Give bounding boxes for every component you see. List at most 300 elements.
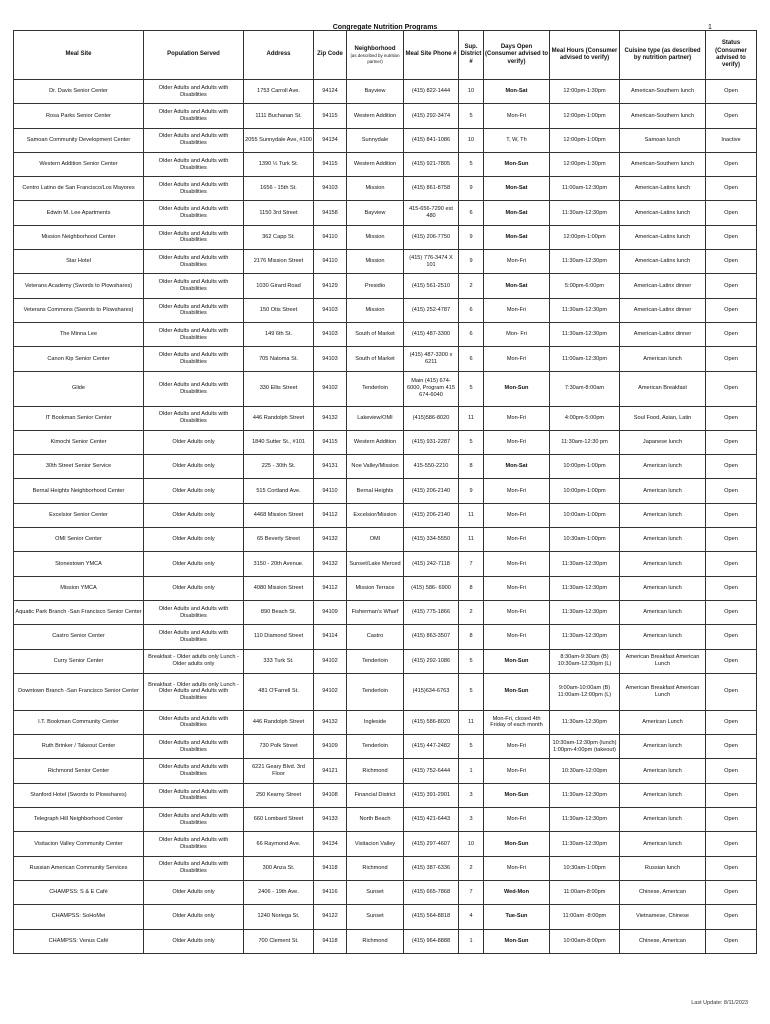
zip-cell: 94118 [314,929,347,953]
status-cell: Open [706,832,757,856]
meal-site-cell: Curry Senior Center [14,649,144,673]
zip-cell: 94102 [314,649,347,673]
district-cell: 8 [459,625,484,649]
last-update-footer: Last Update: 8/11/2023 [691,1000,748,1006]
days-open-cell: Mon-Sun [484,649,550,673]
meal-hours-cell: 11:30am-12:30pm [550,832,620,856]
population-cell: Older Adults and Adults with Disabilities [144,759,244,783]
meal-hours-cell: 11:30am-12:30 pm [550,430,620,454]
meal-hours-cell: 10:30am-1:00pm [550,528,620,552]
table-row [14,649,757,673]
meal-hours-cell: 11:30am-12:30pm [550,201,620,225]
cuisine-cell: American lunch [620,832,706,856]
cuisine-cell: American Lunch [620,710,706,734]
meal-site-cell: Stonestown YMCA [14,552,144,576]
meal-hours-cell: 11:00am-12:30pm [550,177,620,201]
meal-hours-cell: 11:30am-12:30pm [550,576,620,600]
meal-hours-cell: 11:30am-12:30pm [550,322,620,346]
meal-hours-cell: 10:00pm-1:00pm [550,455,620,479]
table-row [14,225,757,249]
days-open-cell: Mon-Fri [484,625,550,649]
phone-cell: (415) 391-2901 [404,783,459,807]
zip-cell: 94132 [314,552,347,576]
zip-cell: 94108 [314,783,347,807]
table-row [14,128,757,152]
header-status: Status (Consumer advised to verify) [706,31,757,80]
days-open-cell: Mon-Fri [484,759,550,783]
days-open-cell: Mon-Fri [484,552,550,576]
meal-hours-cell: 11:30am-12:30pm [550,250,620,274]
meal-site-cell: Western Addition Senior Center [14,152,144,176]
district-cell: 2 [459,600,484,624]
meal-hours-cell: 9:00am-10:00am (B) 11:00am-12:00pm (L) [550,673,620,710]
phone-cell: (415)586-8020 [404,406,459,430]
meal-site-cell: Ruth Brinker / Takeout Center [14,735,144,759]
meal-site-cell: CHAMPSS: SoHoMei [14,905,144,929]
neighborhood-cell: Financial District [347,783,404,807]
table-row [14,528,757,552]
neighborhood-cell: Bayview [347,201,404,225]
district-cell: 3 [459,808,484,832]
days-open-cell: Mon-Fri [484,406,550,430]
days-open-cell: Mon-Sun [484,673,550,710]
status-cell: Open [706,322,757,346]
address-cell: 110 Diamond Street [244,625,314,649]
meal-site-cell: Telegraph Hill Neighborhood Center [14,808,144,832]
neighborhood-cell: Mission [347,298,404,322]
zip-cell: 94134 [314,832,347,856]
days-open-cell: Mon-Fri [484,856,550,880]
meal-hours-cell: 11:30am-12:30pm [550,783,620,807]
neighborhood-cell: Lakeview/OMI [347,406,404,430]
population-cell: Older Adults and Adults with Disabilities [144,201,244,225]
cuisine-cell: American lunch [620,503,706,527]
days-open-cell: Mon-Sat [484,201,550,225]
address-cell: 250 Kearny Street [244,783,314,807]
address-cell: 4080 Mission Street [244,576,314,600]
meal-site-cell: CHAMPSS: Venus Café [14,929,144,953]
phone-cell: (415) 334-5550 [404,528,459,552]
zip-cell: 94129 [314,274,347,298]
neighborhood-cell: Mission Terrace [347,576,404,600]
table-row [14,905,757,929]
population-cell: Older Adults and Adults with Disabilities [144,104,244,128]
header-zip: Zip Code [314,31,347,80]
phone-cell: (415) 665-7868 [404,880,459,904]
district-cell: 9 [459,479,484,503]
table-row [14,177,757,201]
header-cuisine: Cuisine type (as described by nutrition partner) [620,31,706,80]
cuisine-cell: American-Latinx dinner [620,322,706,346]
neighborhood-cell: Western Addition [347,430,404,454]
address-cell: 300 Anza St. [244,856,314,880]
days-open-cell: Mon-Fri [484,250,550,274]
table-row [14,347,757,371]
district-cell: 4 [459,905,484,929]
cuisine-cell: American-Latinx lunch [620,225,706,249]
phone-cell: 415-550-2210 [404,455,459,479]
days-open-cell: Mon-Fri [484,298,550,322]
district-cell: 1 [459,759,484,783]
meal-site-cell: 30th Street Senior Service [14,455,144,479]
status-cell: Open [706,250,757,274]
table-row [14,576,757,600]
header-phone: Meal Site Phone # [404,31,459,80]
document-title: Congregate Nutrition Programs [332,24,438,31]
neighborhood-cell: Sunset [347,880,404,904]
days-open-cell: Mon-Fri [484,104,550,128]
district-cell: 5 [459,430,484,454]
meal-hours-cell: 4:00pm-5:00pm [550,406,620,430]
table-row [14,856,757,880]
days-open-cell: Mon-Fri [484,347,550,371]
district-cell: 11 [459,528,484,552]
table-row [14,479,757,503]
population-cell: Older Adults and Adults with Disabilities [144,152,244,176]
zip-cell: 94134 [314,128,347,152]
zip-cell: 94103 [314,298,347,322]
phone-cell: (415) 242-7118 [404,552,459,576]
population-cell: Older Adults and Adults with Disabilities [144,371,244,406]
cuisine-cell: American-Latinx lunch [620,201,706,225]
days-open-cell: Mon-Fri [484,576,550,600]
address-cell: 1111 Buchanan St. [244,104,314,128]
population-cell: Older Adults and Adults with Disabilities [144,832,244,856]
neighborhood-cell: Presidio [347,274,404,298]
district-cell: 11 [459,710,484,734]
meal-hours-cell: 8:30am-9:30am (B) 10:30am-12:30pm (L) [550,649,620,673]
phone-cell: Main (415) 674-6000, Program 415 674-6040 [404,371,459,406]
meal-site-cell: The Minna Lee [14,322,144,346]
status-cell: Open [706,347,757,371]
district-cell: 9 [459,225,484,249]
cuisine-cell: American lunch [620,735,706,759]
phone-cell: (415) 292-3474 [404,104,459,128]
table-row [14,455,757,479]
meal-site-cell: I.T. Bookman Community Center [14,710,144,734]
zip-cell: 94124 [314,80,347,104]
population-cell: Older Adults only [144,479,244,503]
phone-cell: (415) 921-7805 [404,152,459,176]
phone-cell: (415) 822-1444 [404,80,459,104]
table-row [14,406,757,430]
table-row [14,929,757,953]
district-cell: 10 [459,832,484,856]
population-cell: Older Adults only [144,552,244,576]
status-cell: Open [706,104,757,128]
phone-cell: (415) 841-1086 [404,128,459,152]
cuisine-cell: American Breakfast [620,371,706,406]
population-cell: Older Adults and Adults with Disabilities [144,710,244,734]
address-cell: 150 Otis Street [244,298,314,322]
population-cell: Older Adults and Adults with Disabilities [144,625,244,649]
phone-cell: (415) 487-3300 [404,322,459,346]
population-cell: Older Adults and Adults with Disabilities [144,322,244,346]
population-cell: Older Adults only [144,929,244,953]
address-cell: 66 Raymond Ave. [244,832,314,856]
meal-site-cell: Visitacion Valley Community Center [14,832,144,856]
meal-site-cell: Mission Neighborhood Center [14,225,144,249]
zip-cell: 94110 [314,225,347,249]
zip-cell: 94115 [314,104,347,128]
status-cell: Open [706,430,757,454]
neighborhood-cell: Mission [347,225,404,249]
population-cell: Older Adults and Adults with Disabilities [144,177,244,201]
neighborhood-cell: Bayview [347,80,404,104]
neighborhood-cell: Richmond [347,856,404,880]
days-open-cell: Mon-Fri, closed 4th Friday of each month [484,710,550,734]
days-open-cell: Mon-Sun [484,929,550,953]
table-row [14,710,757,734]
neighborhood-cell: Western Addition [347,152,404,176]
status-cell: Open [706,455,757,479]
population-cell: Older Adults and Adults with Disabilities [144,225,244,249]
status-cell: Open [706,759,757,783]
cuisine-cell: American-Southern lunch [620,104,706,128]
address-cell: 1753 Carroll Ave. [244,80,314,104]
cuisine-cell: Soul Food, Asian, Latin [620,406,706,430]
zip-cell: 94121 [314,759,347,783]
zip-cell: 94110 [314,250,347,274]
address-cell: 446 Randolph Street [244,710,314,734]
cuisine-cell: American-Latinx dinner [620,274,706,298]
address-cell: 730 Polk Street [244,735,314,759]
population-cell: Older Adults only [144,430,244,454]
address-cell: 4468 Mission Street [244,503,314,527]
table-row [14,832,757,856]
meal-site-cell: Veterans Academy (Swords to Plowshares) [14,274,144,298]
cuisine-cell: Russian lunch [620,856,706,880]
status-cell: Open [706,274,757,298]
days-open-cell: Mon-Fri [484,479,550,503]
phone-cell: (415) 931-2287 [404,430,459,454]
address-cell: 362 Capp St. [244,225,314,249]
phone-cell: (415) 487-3300 x 6211 [404,347,459,371]
address-cell: 705 Natoma St. [244,347,314,371]
table-row [14,371,757,406]
status-cell: Open [706,528,757,552]
district-cell: 7 [459,880,484,904]
zip-cell: 94114 [314,625,347,649]
cuisine-cell: American-Latinx lunch [620,177,706,201]
status-cell: Open [706,177,757,201]
phone-cell: (415) 776-3474 X 101 [404,250,459,274]
status-cell: Open [706,600,757,624]
phone-cell: (415) 292-1086 [404,649,459,673]
nutrition-programs-table [13,30,757,954]
population-cell: Older Adults only [144,455,244,479]
table-row [14,503,757,527]
cuisine-cell: Japanese lunch [620,430,706,454]
population-cell: Older Adults only [144,905,244,929]
population-cell: Older Adults and Adults with Disabilities [144,856,244,880]
district-cell: 1 [459,929,484,953]
population-cell: Breakfast - Older adults only Lunch - Older adults only [144,649,244,673]
population-cell: Older Adults and Adults with Disabilities [144,274,244,298]
table-row [14,104,757,128]
neighborhood-cell: Mission [347,250,404,274]
status-cell: Open [706,710,757,734]
meal-hours-cell: 12:00pm-1:30pm [550,152,620,176]
address-cell: 225 - 30th St. [244,455,314,479]
meal-hours-cell: 12:00pm-1:00pm [550,104,620,128]
district-cell: 10 [459,128,484,152]
phone-cell: (415) 964-8888 [404,929,459,953]
zip-cell: 94103 [314,177,347,201]
table-row [14,298,757,322]
status-cell: Open [706,783,757,807]
address-cell: 2406 - 19th Ave. [244,880,314,904]
district-cell: 9 [459,177,484,201]
neighborhood-cell: Mission [347,177,404,201]
zip-cell: 94118 [314,856,347,880]
header-address: Address [244,31,314,80]
table-row [14,322,757,346]
cuisine-cell: American-Latinx dinner [620,298,706,322]
cuisine-cell: American lunch [620,783,706,807]
days-open-cell: Mon-Sun [484,371,550,406]
meal-site-cell: Bernal Heights Neighborhood Center [14,479,144,503]
district-cell: 11 [459,406,484,430]
days-open-cell: Mon-Sat [484,80,550,104]
cuisine-cell: American lunch [620,576,706,600]
zip-cell: 94116 [314,880,347,904]
district-cell: 3 [459,783,484,807]
address-cell: 3150 - 20th Avenue. [244,552,314,576]
status-cell: Open [706,905,757,929]
meal-site-cell: Canon Kip Senior Center [14,347,144,371]
neighborhood-cell: North Beach [347,808,404,832]
status-cell: Open [706,673,757,710]
district-cell: 2 [459,856,484,880]
population-cell: Older Adults only [144,528,244,552]
table-row [14,759,757,783]
meal-hours-cell: 10:30am-12:30pm (lunch) 1:00pm-4:00pm (takeout) [550,735,620,759]
address-cell: 6221 Geary Blvd. 3rd Floor [244,759,314,783]
status-cell: Open [706,298,757,322]
phone-cell: (415) 447-2482 [404,735,459,759]
cuisine-cell: American lunch [620,759,706,783]
zip-cell: 94103 [314,347,347,371]
phone-cell: (415) 297-4607 [404,832,459,856]
days-open-cell: Mon-Sun [484,832,550,856]
district-cell: 6 [459,322,484,346]
meal-hours-cell: 12:00pm-1:30pm [550,80,620,104]
days-open-cell: Mon-Fri [484,600,550,624]
zip-cell: 94109 [314,735,347,759]
status-cell: Open [706,576,757,600]
meal-hours-cell: 11:30am-12:30pm [550,710,620,734]
district-cell: 6 [459,347,484,371]
table-row [14,80,757,104]
population-cell: Breakfast - Older adults only Lunch - Older Adults and Adults with Disabilities [144,673,244,710]
meal-site-cell: Samoan Community Development Center [14,128,144,152]
status-cell: Open [706,552,757,576]
table-row [14,673,757,710]
status-cell: Open [706,479,757,503]
meal-hours-cell: 10:30am-12:00pm [550,759,620,783]
header-neighborhood-label: Neighborhood [354,45,396,52]
population-cell: Older Adults and Adults with Disabilities [144,783,244,807]
population-cell: Older Adults and Adults with Disabilities [144,128,244,152]
cuisine-cell: American-Southern lunch [620,152,706,176]
phone-cell: (415) 206-2140 [404,479,459,503]
zip-cell: 94102 [314,371,347,406]
meal-hours-cell: 11:30am-12:30pm [550,625,620,649]
population-cell: Older Adults only [144,576,244,600]
status-cell: Open [706,503,757,527]
days-open-cell: Tue-Sun [484,905,550,929]
district-cell: 6 [459,298,484,322]
zip-cell: 94112 [314,503,347,527]
status-cell: Open [706,929,757,953]
district-cell: 5 [459,673,484,710]
phone-cell: (415)634-6763 [404,673,459,710]
days-open-cell: Mon-Sat [484,177,550,201]
neighborhood-cell: Sunset/Lake Merced [347,552,404,576]
meal-site-cell: OMI Senior Center [14,528,144,552]
table-row [14,274,757,298]
district-cell: 5 [459,371,484,406]
population-cell: Older Adults and Adults with Disabilities [144,347,244,371]
phone-cell: (415) 561-2510 [404,274,459,298]
district-cell: 5 [459,735,484,759]
cuisine-cell: American Breakfast American Lunch [620,649,706,673]
meal-hours-cell: 11:30am-12:30pm [550,552,620,576]
meal-site-cell: Russian American Community Services [14,856,144,880]
status-cell: Open [706,406,757,430]
meal-site-cell: CHAMPSS: S & E Café [14,880,144,904]
table-body [14,80,757,954]
zip-cell: 94133 [314,808,347,832]
meal-hours-cell: 10:30am-1:00pm [550,856,620,880]
header-population: Population Served [144,31,244,80]
days-open-cell: T, W, Th [484,128,550,152]
zip-cell: 94132 [314,710,347,734]
table-row [14,735,757,759]
header-meal-site: Meal Site [14,31,144,80]
neighborhood-cell: South of Market [347,322,404,346]
district-cell: 5 [459,104,484,128]
header-district: Sup. District # [459,31,484,80]
meal-hours-cell: 11:30am-12:30pm [550,600,620,624]
population-cell: Older Adults and Adults with Disabilities [144,80,244,104]
zip-cell: 94132 [314,406,347,430]
table-row [14,880,757,904]
days-open-cell: Mon-Sat [484,455,550,479]
status-cell: Open [706,152,757,176]
meal-hours-cell: 11:30am-12:30pm [550,298,620,322]
meal-site-cell: Kimochi Senior Center [14,430,144,454]
population-cell: Older Adults and Adults with Disabilities [144,406,244,430]
table-row [14,201,757,225]
header-hours: Meal Hours (Consumer advised to verify) [550,31,620,80]
population-cell: Older Adults and Adults with Disabilities [144,735,244,759]
cuisine-cell: American lunch [620,552,706,576]
table-row [14,552,757,576]
status-cell: Open [706,80,757,104]
meal-site-cell: Veterans Commons (Swords to Plowshares) [14,298,144,322]
meal-hours-cell: 11:00am-8:00pm [550,880,620,904]
status-cell: Open [706,371,757,406]
address-cell: 890 Beach St. [244,600,314,624]
district-cell: 2 [459,274,484,298]
address-cell: 515 Cortland Ave. [244,479,314,503]
address-cell: 481 O'Farrell St. [244,673,314,710]
cuisine-cell: American lunch [620,347,706,371]
neighborhood-cell: Fisherman's Wharf [347,600,404,624]
meal-site-cell: Aquatic Park Branch -San Francisco Senior Center [14,600,144,624]
